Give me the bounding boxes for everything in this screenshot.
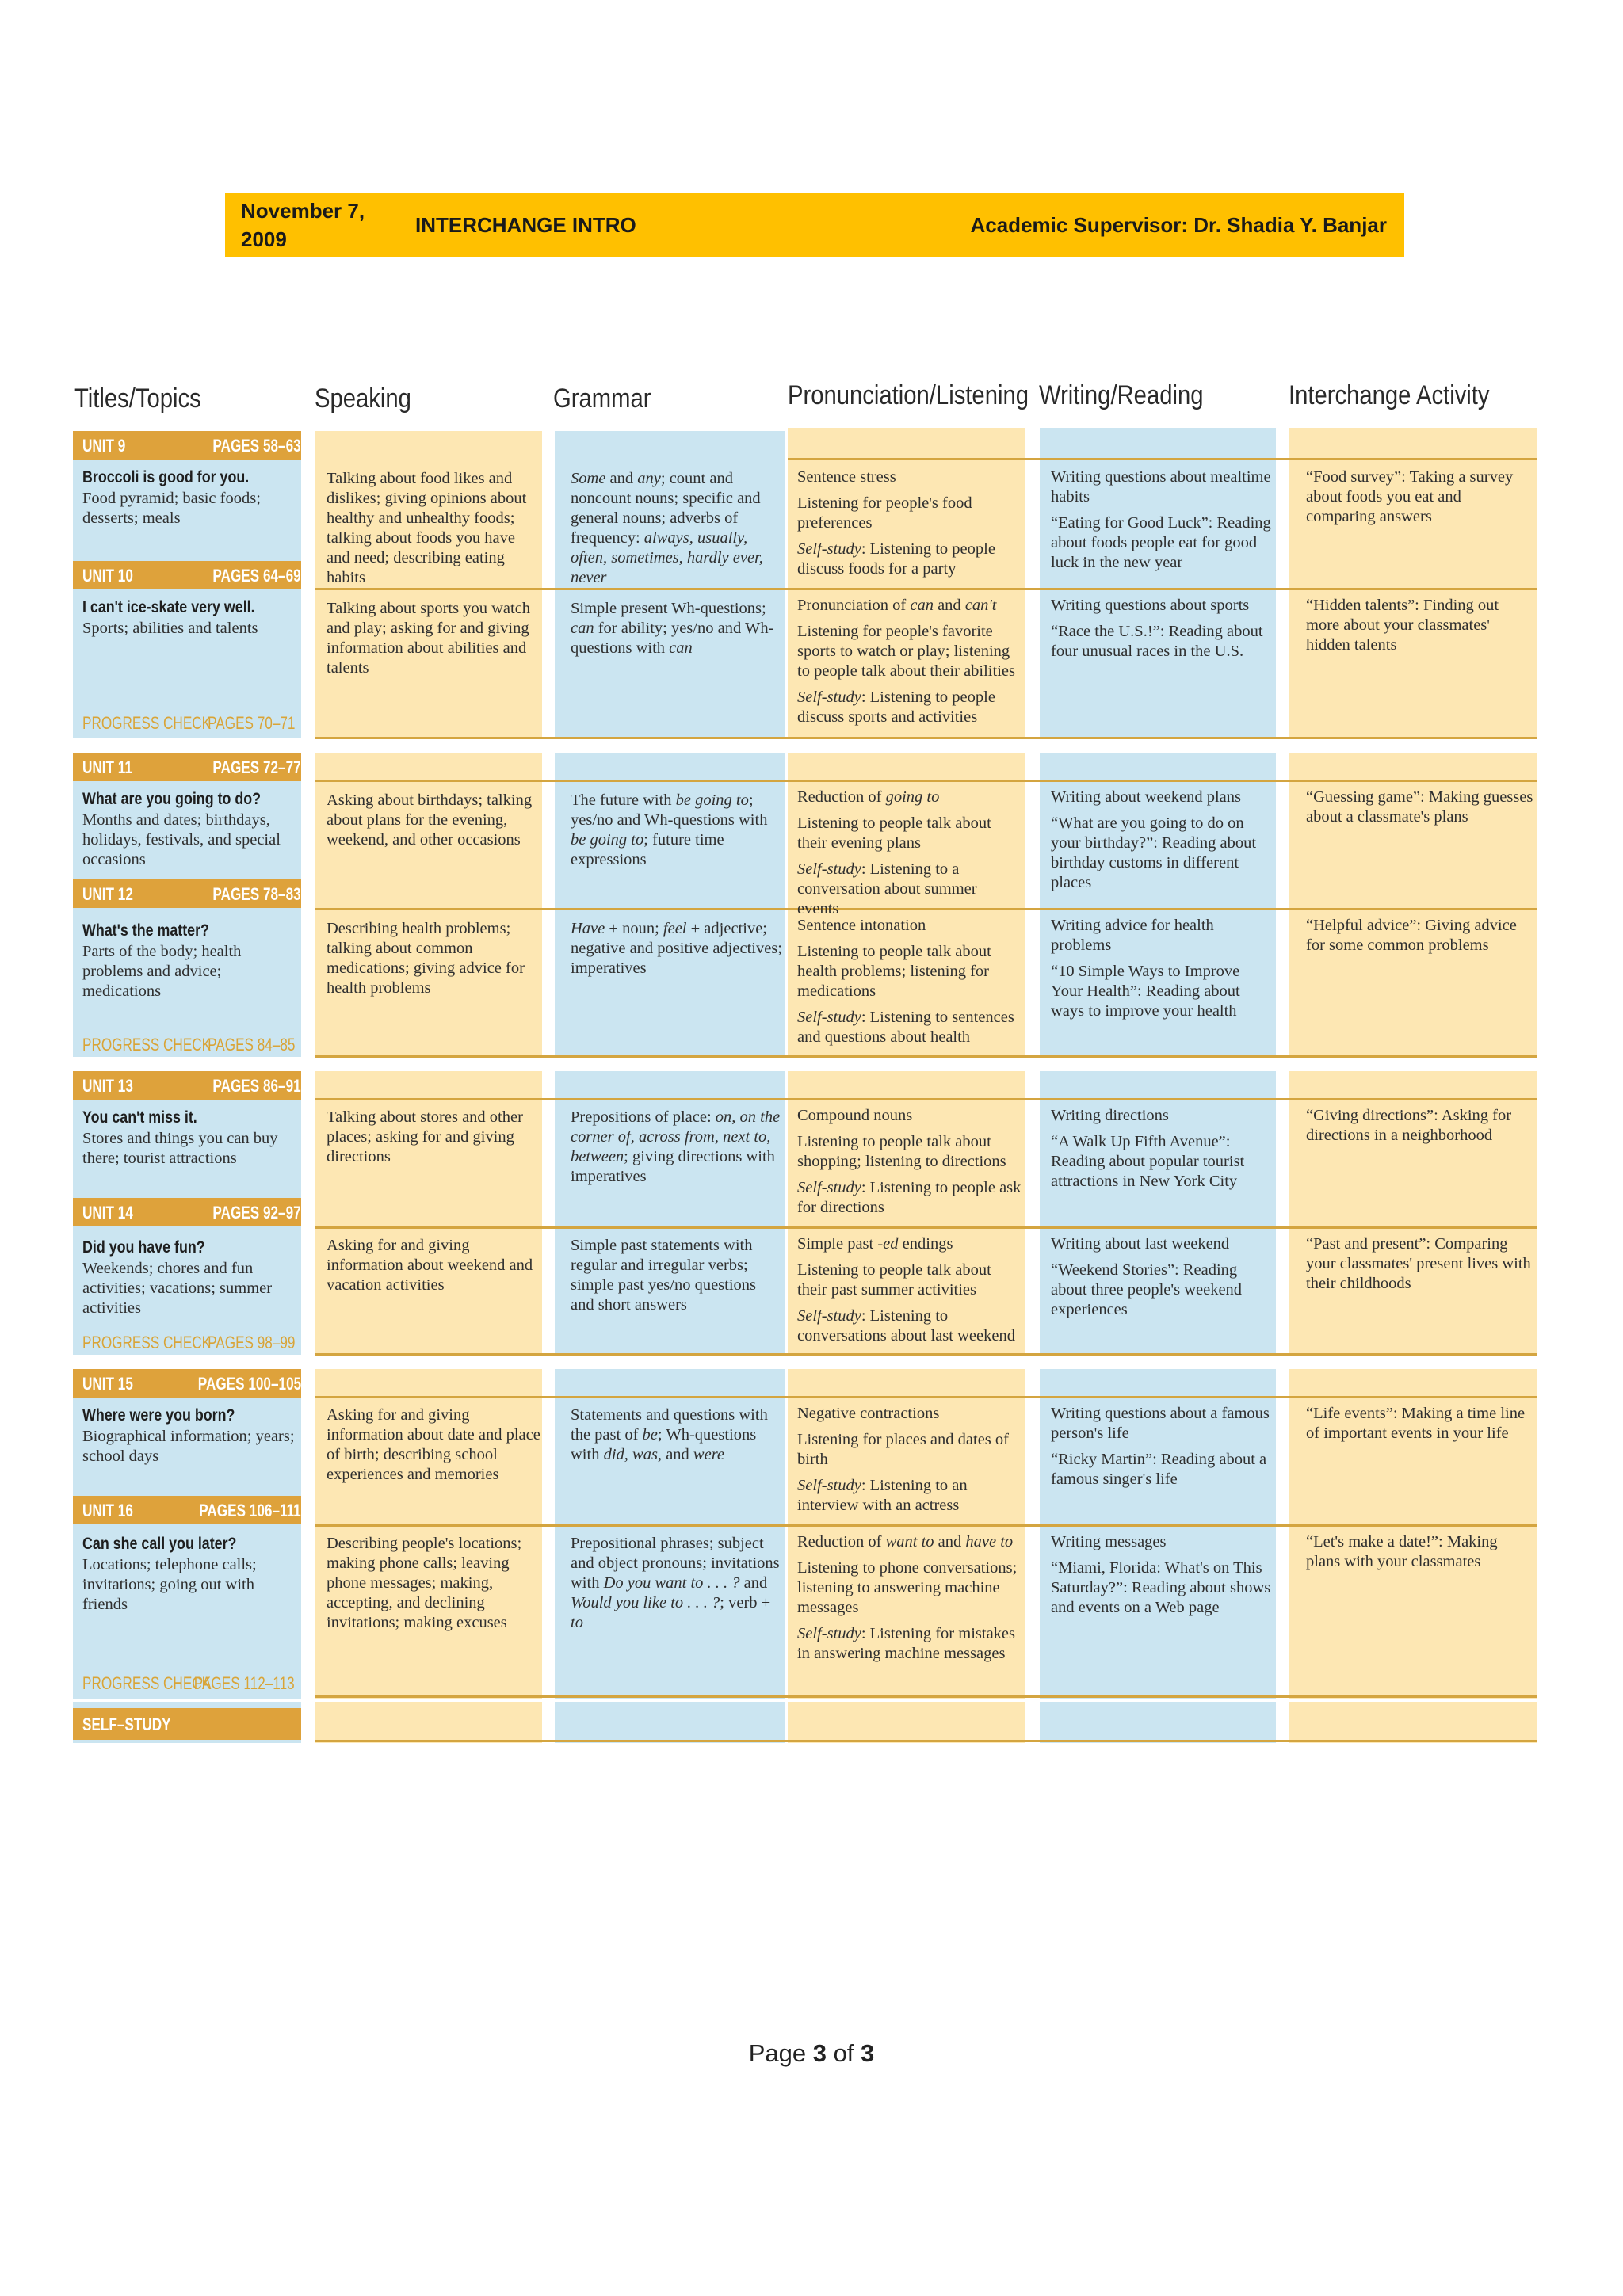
unit-14-title-cell [82, 1238, 295, 1318]
unit-pages: PAGES 92–97 [212, 1203, 301, 1222]
self-study-term: Self-study [797, 1179, 861, 1196]
unit-13-pronunciation [797, 1106, 1022, 1224]
unit-12-grammar [571, 919, 783, 978]
unit-10-activity: “Hidden talents”: Finding out more about your classmates' hidden talents [1306, 597, 1499, 654]
unit-9-grammar [571, 469, 783, 588]
reading-item: “Ricky Martin”: Reading about a famous singer's life [1051, 1451, 1267, 1488]
unit-15-pronunciation [797, 1404, 1022, 1522]
unit-title: Broccoli is good for you. [82, 468, 250, 486]
unit-16-activity: “Let's make a date!”: Making plans with your classmates [1306, 1533, 1498, 1570]
unit-title: Did you have fun? [82, 1238, 205, 1257]
unit-16-pronunciation [797, 1532, 1022, 1670]
unit-11-speaking: Asking about birthdays; talking about plans for the evening, weekend, and other occasions [327, 791, 533, 849]
col-header-speaking: Speaking [315, 383, 411, 414]
unit-topics: Months and dates; birthdays, holidays, festivals, and special occasions [82, 811, 281, 868]
unit-label: UNIT 15 [82, 1374, 133, 1394]
pron-text: and [933, 597, 965, 614]
writing-item: Writing messages [1051, 1533, 1167, 1550]
unit-13-title-cell [82, 1108, 295, 1169]
unit-12-title-cell [82, 921, 295, 1001]
pron-text: Simple past [797, 1235, 878, 1253]
writing-item: Writing questions about mealtime habits [1051, 468, 1271, 505]
pronunciation-item: Negative contractions [797, 1405, 940, 1422]
unit-tab [73, 753, 301, 781]
row-rule [315, 1226, 1537, 1229]
unit-pages: PAGES 100–105 [197, 1374, 301, 1394]
unit-topics: Weekends; chores and fun activities; vacations; summer activities [82, 1260, 273, 1317]
writing-item: Writing questions about a famous person's life [1051, 1405, 1270, 1442]
unit-13-speaking: Talking about stores and other places; asking for and giving directions [327, 1108, 523, 1165]
unit-label: UNIT 16 [82, 1501, 133, 1520]
progress-pages: PAGES 112–113 [194, 1673, 295, 1693]
unit-title: Where were you born? [82, 1406, 235, 1425]
unit-14-writing [1051, 1234, 1274, 1326]
self-study-term: Self-study [797, 860, 861, 878]
unit-topics: Sports; abilities and talents [82, 620, 258, 637]
unit-pages: PAGES 106–111 [199, 1501, 301, 1520]
grammar-text: ; Wh-questions with [571, 1426, 757, 1463]
unit-11-grammar [571, 791, 783, 870]
unit-title: What are you going to do? [82, 790, 262, 808]
unit-16-title-cell [82, 1534, 295, 1615]
grammar-text: Prepositional phrases; subject and object pronouns; invitations with [571, 1535, 780, 1592]
row-rule [788, 458, 1537, 460]
grammar-term: on, on the corner of, across from, next to, between [571, 1108, 781, 1165]
progress-label: PROGRESS CHECK [82, 1333, 212, 1352]
row-rule [315, 1055, 1537, 1058]
unit-label: UNIT 9 [82, 436, 126, 456]
group-gap [73, 1057, 1537, 1071]
col-header-writing: Writing/Reading [1039, 380, 1204, 410]
self-study-label: SELF–STUDY [82, 1714, 171, 1734]
grammar-text: ; verb + [720, 1594, 771, 1611]
pronunciation-item [797, 1234, 1022, 1254]
progress-check [82, 711, 300, 735]
unit-tab [73, 1198, 301, 1226]
unit-title: Can she call you later? [82, 1535, 237, 1553]
writing-item: Writing directions [1051, 1107, 1169, 1124]
unit-16-speaking: Describing people's locations; making phone calls; leaving phone messages; making, accepting, and declining invitations; making excuses [327, 1535, 522, 1631]
page-prefix: Page [748, 2039, 813, 2067]
self-study-text: : Listening to conversations about last weekend [797, 1307, 1015, 1344]
pronunciation-item: Sentence intonation [797, 917, 926, 934]
pron-text: endings [898, 1235, 953, 1253]
grammar-term: to [571, 1614, 583, 1631]
grammar-text: Simple present Wh-questions; [571, 600, 766, 617]
self-study-item [797, 540, 1022, 579]
self-study-text: : Listening to people discuss foods for a party [797, 540, 995, 578]
unit-12-speaking: Describing health problems; talking about common medications; giving advice for health problems [327, 920, 525, 997]
unit-12-activity: “Helpful advice”: Giving advice for some common problems [1306, 917, 1517, 954]
row-rule [315, 1353, 1537, 1356]
progress-label: PROGRESS CHECK [82, 1673, 212, 1693]
col-header-pronunciation: Pronunciation/Listening [788, 380, 1029, 410]
unit-tab [73, 1369, 301, 1398]
unit-12-writing [1051, 916, 1274, 1028]
unit-pages: PAGES 72–77 [212, 757, 301, 777]
grammar-term: Some [571, 470, 606, 487]
unit-14-activity: “Past and present”: Comparing your classmates' present lives with their childhoods [1306, 1235, 1531, 1292]
writing-item: Writing advice for health problems [1051, 917, 1214, 954]
progress-pages: PAGES 98–99 [207, 1333, 295, 1352]
page-of: of [826, 2039, 861, 2067]
pronunciation-item [797, 1532, 1022, 1552]
listening-item: Listening to phone conversations; listening to answering machine messages [797, 1559, 1018, 1616]
progress-label: PROGRESS CHECK [82, 713, 212, 733]
self-study-item [797, 1476, 1022, 1516]
self-study-term: Self-study [797, 688, 861, 706]
grammar-term: Have [571, 920, 605, 937]
grammar-term: be going to [571, 831, 644, 849]
self-study-tab [73, 1708, 301, 1740]
unit-14-speaking: Asking for and giving information about weekend and vacation activities [327, 1237, 533, 1294]
grammar-text: ; future time expressions [571, 831, 724, 868]
reading-item: “What are you going to do on your birthday?”: Reading about birthday customs in different places [1051, 814, 1257, 891]
self-study-item [797, 688, 1022, 727]
grammar-text: ; yes/no and Wh-questions with [571, 791, 768, 829]
unit-11-writing [1051, 788, 1274, 899]
unit-10-pronunciation [797, 596, 1022, 734]
unit-15-grammar [571, 1405, 783, 1465]
unit-label: UNIT 14 [82, 1203, 133, 1222]
unit-label: UNIT 10 [82, 566, 133, 585]
row-rule [315, 1524, 1537, 1527]
pron-term: can't [964, 597, 997, 614]
pron-text: Pronunciation of [797, 597, 911, 614]
unit-label: UNIT 13 [82, 1076, 133, 1096]
grammar-term: can [571, 620, 594, 637]
unit-15-speaking: Asking for and giving information about date and place of birth; describing school experiences and memories [327, 1406, 540, 1483]
unit-pages: PAGES 64–69 [212, 566, 301, 585]
grammar-text: and [605, 470, 638, 487]
unit-16-grammar [571, 1534, 783, 1633]
unit-topics: Stores and things you can buy there; tourist attractions [82, 1130, 278, 1167]
header-supervisor: Academic Supervisor: Dr. Shadia Y. Banjar [970, 213, 1387, 237]
self-study-term: Self-study [797, 1009, 861, 1026]
writing-item: Writing questions about sports [1051, 597, 1250, 614]
unit-pages: PAGES 58–63 [212, 436, 301, 456]
self-study-text: : Listening to a conversation about summer events [797, 860, 977, 917]
unit-title: What's the matter? [82, 921, 209, 940]
group-gap [73, 738, 1537, 753]
listening-item: Listening to people talk about their past summer activities [797, 1261, 991, 1299]
self-study-item [797, 1008, 1022, 1047]
reading-item: “Miami, Florida: What's on This Saturday?”: Reading about shows and events on a Web page [1051, 1559, 1271, 1616]
unit-label: UNIT 11 [82, 757, 132, 777]
grammar-text: + noun; [605, 920, 663, 937]
row-rule [315, 780, 1537, 782]
unit-topics: Food pyramid; basic foods; desserts; meals [82, 490, 261, 527]
unit-15-writing [1051, 1404, 1274, 1496]
grammar-text: + adjective; negative and positive adjectives; imperatives [571, 920, 782, 977]
document-header [225, 193, 1404, 257]
grammar-text: The future with [571, 791, 676, 809]
progress-label: PROGRESS CHECK [82, 1035, 212, 1055]
pron-term: going to [885, 788, 940, 806]
unit-10-grammar [571, 599, 783, 658]
unit-15-title-cell [82, 1405, 295, 1466]
progress-check [82, 1033, 300, 1057]
grammar-text: and [739, 1574, 768, 1592]
reading-item: “10 Simple Ways to Improve Your Health”: Reading about ways to improve your health [1051, 963, 1240, 1020]
self-study-text: : Listening to sentences and questions about health [797, 1009, 1014, 1046]
unit-tab [73, 561, 301, 589]
grammar-text: ; count and noncount nouns; specific and general nouns; adverbs of frequency: [571, 470, 761, 547]
pronunciation-item: Sentence stress [797, 468, 896, 486]
listening-item: Listening for people's favorite sports to watch or play; listening to people talk about their abilities [797, 623, 1015, 680]
writing-item: Writing about weekend plans [1051, 788, 1241, 806]
self-study-item [797, 1306, 1022, 1346]
unit-11-pronunciation [797, 788, 1022, 925]
grammar-term: can [669, 639, 693, 657]
unit-11-activity: “Guessing game”: Making guesses about a classmate's plans [1306, 788, 1533, 826]
row-rule [315, 1098, 1537, 1100]
grammar-term: be [642, 1426, 658, 1444]
self-study-item [797, 1624, 1022, 1664]
row-rule [315, 1396, 1537, 1398]
unit-topics: Parts of the body; health problems and advice; medications [82, 943, 242, 1000]
row-rule [315, 588, 1537, 590]
progress-pages: PAGES 84–85 [207, 1035, 295, 1055]
grammar-text: Prepositions of place: [571, 1108, 716, 1126]
unit-tab [73, 431, 301, 460]
listening-item: Listening to people talk about shopping; listening to directions [797, 1133, 1006, 1170]
self-study-text: : Listening to people discuss sports and activities [797, 688, 995, 726]
grammar-term: feel [663, 920, 687, 937]
reading-item: “Eating for Good Luck”: Reading about foods people eat for good luck in the new year [1051, 514, 1271, 571]
unit-tab [73, 1071, 301, 1100]
progress-pages: PAGES 70–71 [207, 713, 295, 733]
unit-14-pronunciation [797, 1234, 1022, 1352]
progress-check [82, 1331, 300, 1355]
pron-text: Reduction of [797, 1533, 886, 1550]
unit-10-title-cell [82, 597, 295, 639]
row-rule [315, 1740, 1537, 1742]
unit-16-writing [1051, 1532, 1274, 1624]
grammar-term: were [693, 1446, 725, 1463]
grammar-text: and [662, 1446, 693, 1463]
grammar-term: did, was, [603, 1446, 663, 1463]
self-study-term: Self-study [797, 1477, 861, 1494]
header-date: November 7, 2009 [241, 199, 365, 251]
group-gap [73, 1355, 1537, 1369]
self-study-item [797, 1178, 1022, 1218]
col-header-activity: Interchange Activity [1289, 380, 1490, 410]
unit-title: I can't ice-skate very well. [82, 598, 255, 616]
unit-9-title-cell [82, 467, 295, 528]
self-study-text: : Listening for mistakes in answering machine messages [797, 1625, 1015, 1662]
self-study-text: : Listening to people ask for directions [797, 1179, 1022, 1216]
unit-tab [73, 879, 301, 908]
grammar-term: any [637, 470, 661, 487]
pronunciation-item: Compound nouns [797, 1107, 913, 1124]
listening-item: Listening to people talk about their evening plans [797, 814, 991, 852]
unit-9-speaking: Talking about food likes and dislikes; giving opinions about healthy and unhealthy foods; talking about foods you have and need; describing eating habits [327, 470, 527, 586]
reading-item: “A Walk Up Fifth Avenue”: Reading about popular tourist attractions in New York City [1051, 1133, 1245, 1190]
pron-term: want to [885, 1533, 934, 1550]
grammar-text: for ability; yes/no and Wh-questions with [571, 620, 774, 657]
pron-text: Reduction of [797, 788, 886, 806]
listening-item: Listening for people's food preferences [797, 494, 972, 532]
self-study-term: Self-study [797, 540, 861, 558]
unit-14-grammar: Simple past statements with regular and irregular verbs; simple past yes/no questions and short answers [571, 1237, 757, 1314]
unit-topics: Locations; telephone calls; invitations; going out with friends [82, 1556, 257, 1613]
grammar-text: ; giving directions with imperatives [571, 1148, 775, 1185]
pron-term: have to [965, 1533, 1014, 1550]
writing-item: Writing about last weekend [1051, 1235, 1230, 1253]
grammar-term: Do you want to . . . ? [603, 1574, 740, 1592]
reading-item: “Race the U.S.!”: Reading about four unusual races in the U.S. [1051, 623, 1263, 660]
pronunciation-item [797, 788, 1022, 807]
unit-13-activity: “Giving directions”: Asking for directions in a neighborhood [1306, 1107, 1512, 1144]
unit-pages: PAGES 86–91 [212, 1076, 301, 1096]
row-rule [315, 737, 1537, 739]
pronunciation-item [797, 596, 1022, 616]
unit-11-title-cell [82, 789, 295, 870]
unit-title: You can't miss it. [82, 1108, 197, 1127]
unit-9-pronunciation [797, 467, 1022, 585]
pron-term: -ed [877, 1235, 899, 1253]
unit-12-pronunciation [797, 916, 1022, 1054]
pron-term: can [910, 597, 934, 614]
unit-9-writing [1051, 467, 1274, 579]
progress-check [82, 1672, 300, 1695]
unit-13-grammar [571, 1108, 783, 1187]
unit-15-activity: “Life events”: Making a time line of important events in your life [1306, 1405, 1526, 1442]
col-header-titles: Titles/Topics [74, 383, 201, 414]
listening-item: Listening to people talk about health problems; listening for medications [797, 943, 991, 1000]
col-header-grammar: Grammar [553, 383, 651, 414]
reading-item: “Weekend Stories”: Reading about three people's weekend experiences [1051, 1261, 1243, 1318]
page-number [0, 2039, 1623, 2068]
group-gap [73, 1699, 1537, 1702]
pron-text: and [934, 1533, 966, 1550]
grammar-text: Statements and questions with the past of [571, 1406, 768, 1444]
self-study-term: Self-study [797, 1307, 861, 1325]
unit-pages: PAGES 78–83 [212, 884, 301, 904]
unit-9-activity: “Food survey”: Taking a survey about foods you eat and comparing answers [1306, 468, 1514, 525]
unit-10-writing [1051, 596, 1274, 668]
unit-tab [73, 1496, 301, 1524]
grammar-term: always, usually, often, sometimes, hardly ever, never [571, 529, 763, 586]
row-rule [315, 1695, 1537, 1698]
grammar-term: be going to [675, 791, 749, 809]
listening-item: Listening for places and dates of birth [797, 1431, 1009, 1468]
self-study-item [797, 860, 1022, 919]
unit-label: UNIT 12 [82, 884, 133, 904]
self-study-text: : Listening to an interview with an actress [797, 1477, 968, 1514]
header-title: INTERCHANGE INTRO [415, 213, 636, 237]
total-pages: 3 [861, 2039, 875, 2067]
grammar-term: Would you like to . . . ? [571, 1594, 720, 1611]
unit-topics: Biographical information; years; school days [82, 1428, 295, 1465]
unit-13-writing [1051, 1106, 1274, 1198]
unit-10-speaking: Talking about sports you watch and play; asking for and giving information about abilities and talents [327, 600, 531, 677]
current-page: 3 [812, 2039, 827, 2067]
self-study-term: Self-study [797, 1625, 861, 1642]
